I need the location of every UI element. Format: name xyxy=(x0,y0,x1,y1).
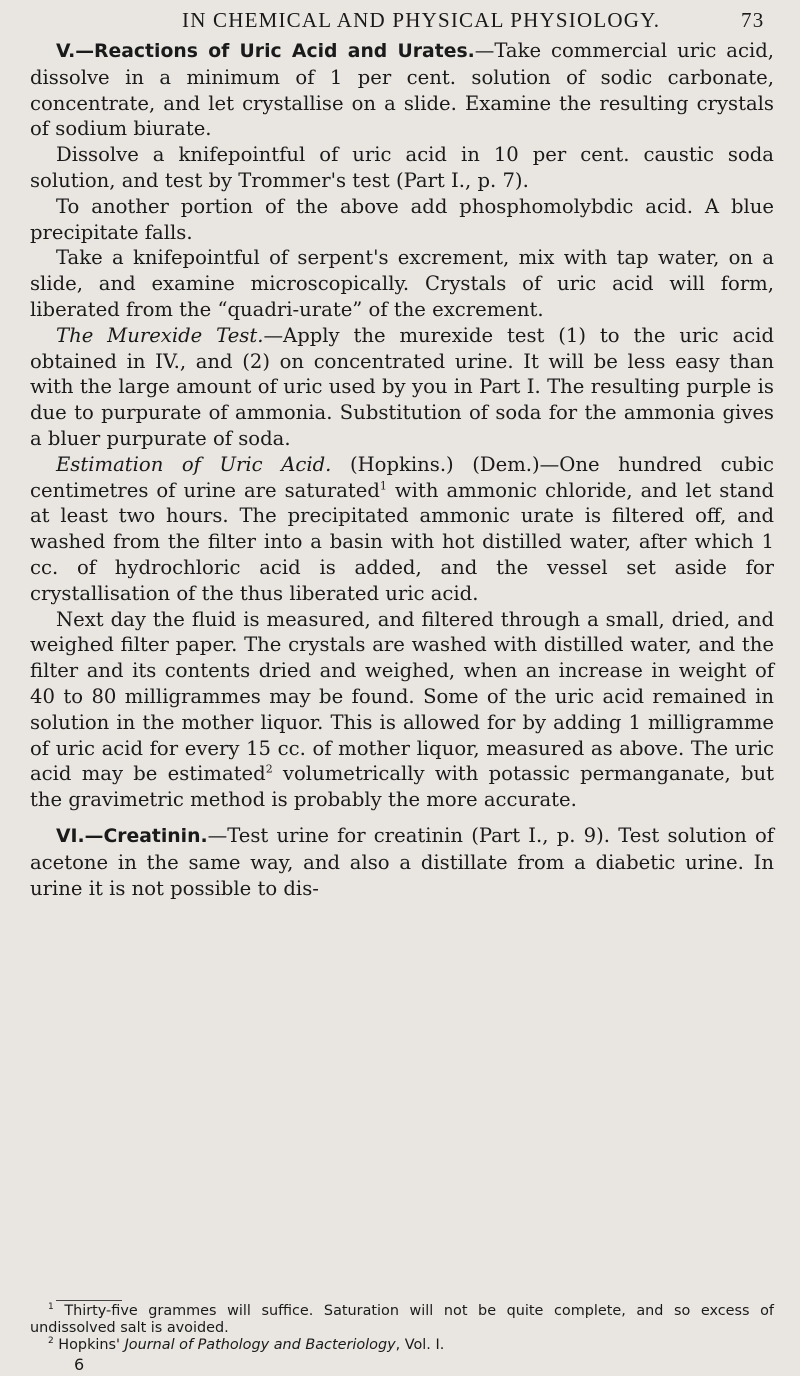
footnote-2-journal: Journal of Pathology and Bacteriology xyxy=(124,1337,396,1354)
footnote-1-text: Thirty-five grammes will suffice. Saturation will not be quite complete, and so excess of undissolved salt is avoided. xyxy=(30,1303,774,1337)
footnote-ref-1: 1 xyxy=(379,479,387,493)
section-v-paragraph-4: Take a knifepointful of serpent's excrement, mix with tap water, on a slide, and examine microscopically. Crystals of uric acid will form, liberated from the “quadri-urate” of the excrement. xyxy=(30,246,774,321)
section-vi-text: —Test urine for creatinin (Part I., p. 9). Test solution of acetone in the same way, and also a distillate from a diabetic urine. In urine it is not possible to dis- xyxy=(30,823,774,900)
next-day-text-a: Next day the fluid is measured, and filtered through a small, dried, and weighed filter paper. The crystals are washed with distilled water, and the filter and its contents dried and weighed, when an increase in weight of 40 to 80 milligrammes may be found. Some of the uric acid remained in solution in the mother liquor. This is allowed for by adding 1 milligramme of uric acid for every 15 cc. of mother liquor, measured as above. The uric acid may be estimated xyxy=(30,607,774,786)
section-v-paragraph-3: To another portion of the above add phosphomolybdic acid. A blue precipitate falls. xyxy=(30,194,774,244)
section-v-paragraph-2: Dissolve a knifepointful of uric acid in 10 per cent. caustic soda solution, and test by Trommer's test (Part I., p. 7). xyxy=(30,143,774,192)
page-body xyxy=(30,38,774,901)
murexide-paragraph xyxy=(30,323,774,452)
footnote-1 xyxy=(30,1303,774,1337)
running-head: IN CHEMICAL AND PHYSICAL PHYSIOLOGY. xyxy=(182,8,661,32)
footnote-2-text-b: , Vol. I. xyxy=(395,1337,445,1354)
page-number: 73 xyxy=(741,8,765,32)
murexide-title: The Murexide Test. xyxy=(56,323,264,347)
footnote-2-text-a: Hopkins' xyxy=(53,1337,125,1354)
footnote-2-mark: 2 xyxy=(48,1336,54,1347)
footnote-2 xyxy=(30,1337,774,1354)
footnote-ref-2: 2 xyxy=(265,762,273,776)
signature-mark: 6 xyxy=(74,1354,85,1374)
section-v-text-1: —Take commercial uric acid, dissolve in a minimum of 1 per cent. solution of sodic carbonate, concentrate, and let crystallise on a slide. Examine the resulting crystals of sodium biurate. xyxy=(30,39,774,141)
section-v-heading: V.—Reactions of Uric Acid and Urates. xyxy=(56,41,475,62)
murexide-text: —Apply the murexide test (1) to the uric acid obtained in IV., and (2) on concentrated urine. It will be less easy than with the large amount of uric used by you in Part I. The resulting purple is due to purpurate of ammonia. Substitution of soda for the ammonia gives a bluer purpurate of soda. xyxy=(30,323,774,450)
footnotes xyxy=(30,1303,774,1373)
footnote-1-mark: 1 xyxy=(48,1302,54,1313)
estimation-text-b: with ammonic chloride, and let stand at least two hours. The precipitated ammonic urate is filtered off, and washed from the filter into a basin with hot distilled water, after which 1 cc. of hydrochloric acid is added, and the vessel set aside for crystallisation of the thus liberated uric acid. xyxy=(30,478,774,605)
section-v-paragraph-1 xyxy=(30,38,774,142)
estimation-title: Estimation of Uric Acid. xyxy=(56,452,332,476)
page-header xyxy=(0,6,800,36)
footnote-divider xyxy=(56,1300,122,1301)
section-vi-paragraph xyxy=(30,823,774,901)
section-vi-heading: VI.—Creatinin. xyxy=(56,825,208,847)
estimation-paragraph xyxy=(30,452,774,607)
next-day-paragraph xyxy=(30,607,774,813)
next-day-text-b: volumetrically with potassic permanganate, but the gravimetric method is probably the more accurate. xyxy=(30,762,774,812)
estimation-text-a: (Hopkins.) (Dem.)—One hundred cubic centimetres of urine are saturated xyxy=(30,452,774,502)
